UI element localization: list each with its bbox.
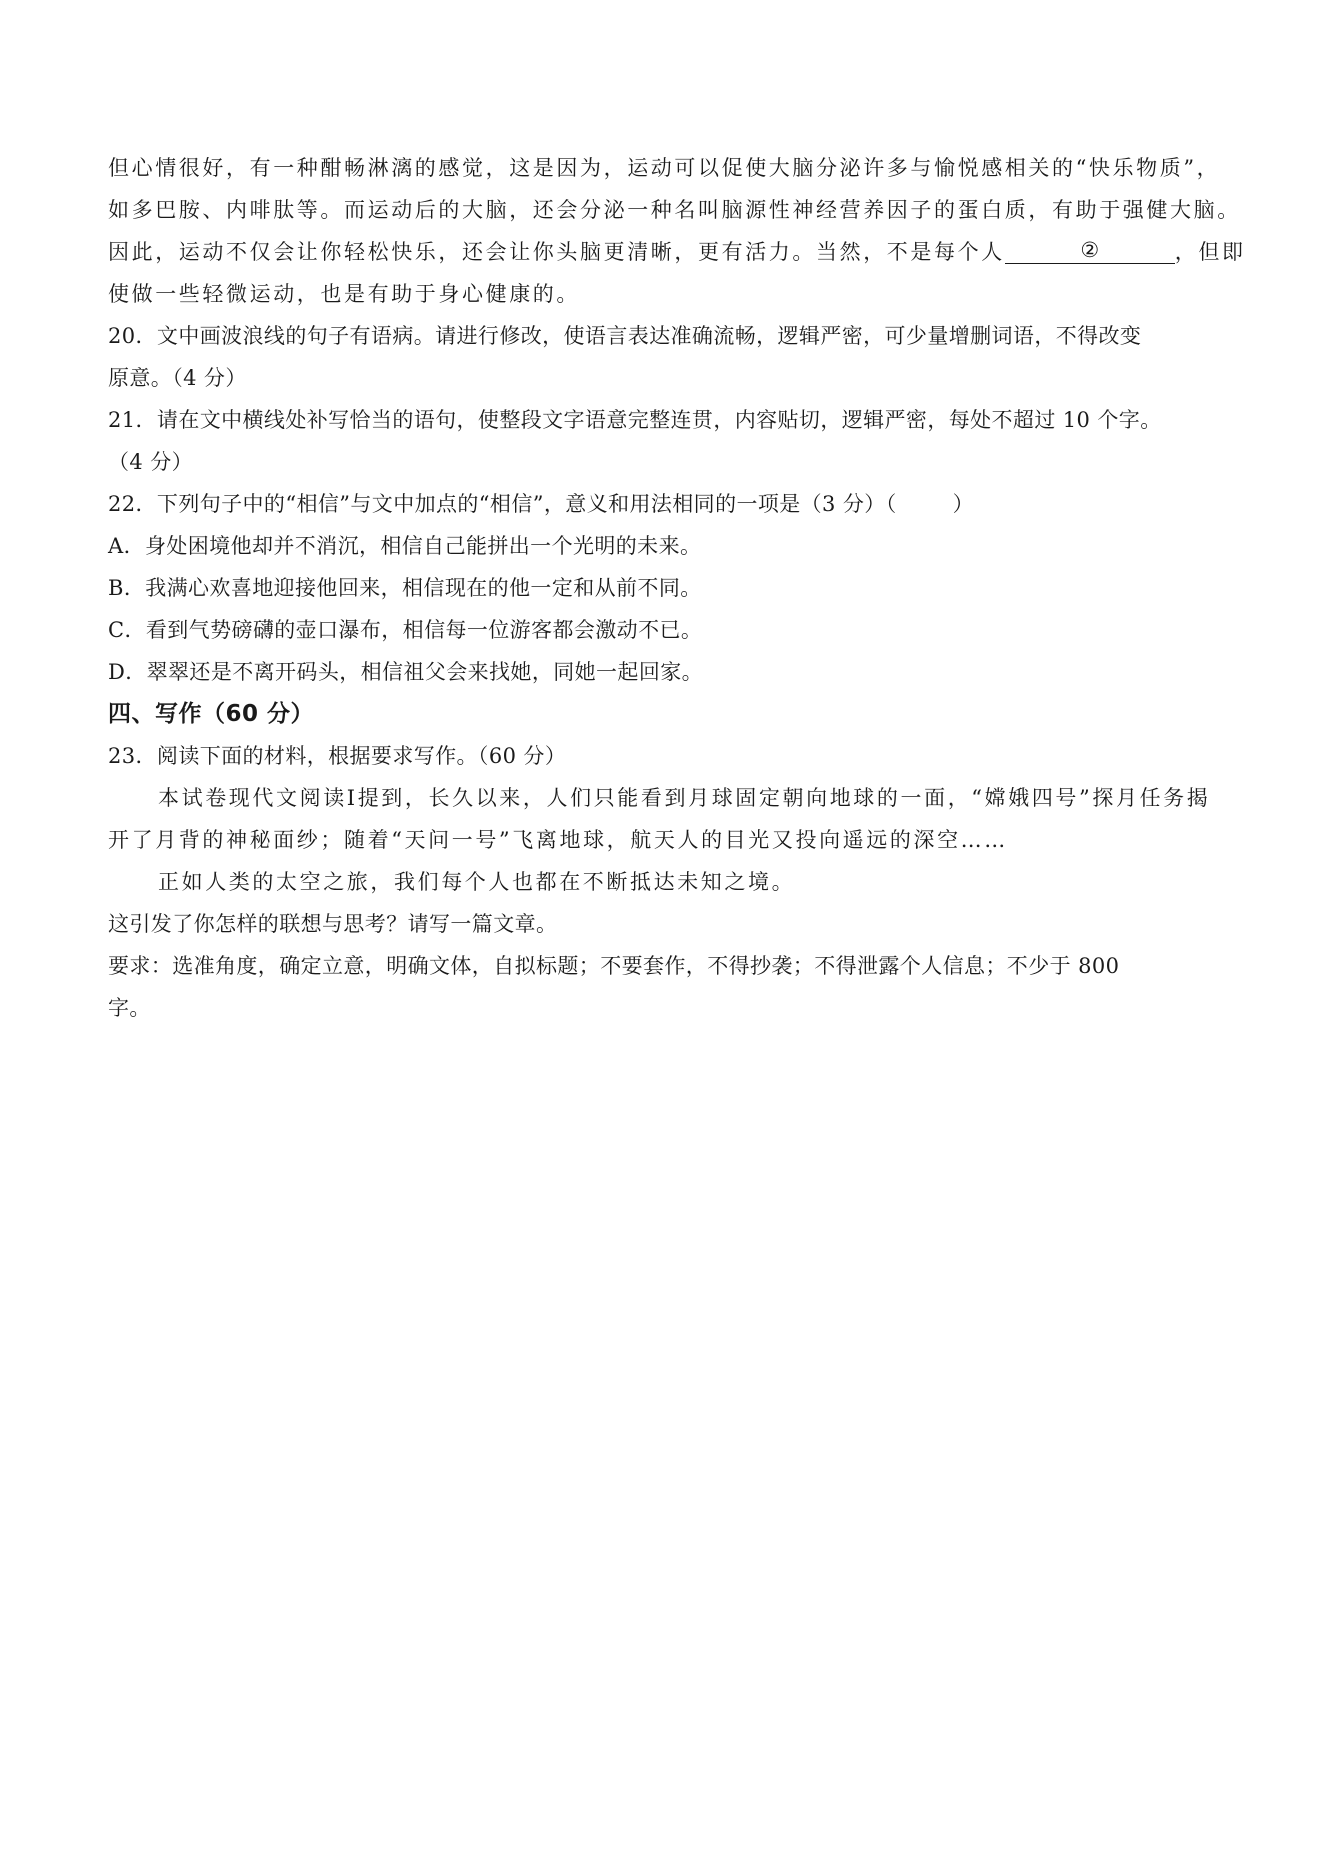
question-22-stem-close: ） xyxy=(952,492,975,516)
passage-line-3-before: 因此，运动不仅会让你轻松快乐，还会让你头脑更清晰，更有活力。当然，不是每个人 xyxy=(108,240,1005,264)
material-line-2: 开了月背的神秘面纱；随着“天问一号”飞离地球，航天人的目光又投向遥远的深空…… xyxy=(108,828,1008,852)
writing-prompt: 这引发了你怎样的联想与思考？请写一篇文章。 xyxy=(108,912,558,936)
requirement-line-2: 字。 xyxy=(108,996,151,1020)
option-a: A．身处困境他却并不消沉，相信自己能拼出一个光明的未来。 xyxy=(108,534,702,558)
question-22-stem-text: 22．下列句子中的“相信”与文中加点的“相信”，意义和用法相同的一项是（3 分）（ xyxy=(108,492,897,516)
section-heading-writing: 四、写作（60 分） xyxy=(108,701,315,727)
passage-line-3 xyxy=(108,232,1246,272)
question-20-line-1: 20．文中画波浪线的句子有语病。请进行修改，使语言表达准确流畅，逻辑严密，可少量增删词语，不得改变 xyxy=(108,324,1142,348)
passage-line-4: 使做一些轻微运动，也是有助于身心健康的。 xyxy=(108,282,580,306)
passage-line-2: 如多巴胺、内啡肽等。而运动后的大脑，还会分泌一种名叫脑源性神经营养因子的蛋白质，有助于强健大脑。 xyxy=(108,198,1241,222)
question-21-line-2: （4 分） xyxy=(108,450,194,474)
fill-blank-2[interactable] xyxy=(1005,237,1175,264)
question-22-stem xyxy=(108,484,974,524)
option-c: C．看到气势磅礴的壶口瀑布，相信每一位游客都会激动不已。 xyxy=(108,618,703,642)
passage-line-1: 但心情很好，有一种酣畅淋漓的感觉，这是因为，运动可以促使大脑分泌许多与愉悦感相关的“快乐物质”， xyxy=(108,156,1221,180)
requirement-line-1: 要求：选准角度，确定立意，明确文体，自拟标题；不要套作，不得抄袭；不得泄露个人信息；不少于 800 xyxy=(108,954,1120,978)
option-b: B．我满心欢喜地迎接他回来，相信现在的他一定和从前不同。 xyxy=(108,576,702,600)
blank-label: ② xyxy=(1080,238,1100,262)
passage-line-3-after: ，但即 xyxy=(1174,240,1246,264)
question-23: 23．阅读下面的材料，根据要求写作。（60 分） xyxy=(108,744,567,768)
question-20-line-2: 原意。（4 分） xyxy=(108,366,247,390)
material-line-1: 本试卷现代文阅读Ⅰ提到，长久以来，人们只能看到月球固定朝向地球的一面，“嫦娥四号”探月任务揭 xyxy=(158,786,1211,810)
question-21-line-1: 21．请在文中横线处补写恰当的语句，使整段文字语意完整连贯，内容贴切，逻辑严密，每处不超过 10 个字。 xyxy=(108,408,1162,432)
material-line-3: 正如人类的太空之旅，我们每个人也都在不断抵达未知之境。 xyxy=(158,870,796,894)
option-d: D．翠翠还是不离开码头，相信祖父会来找她，同她一起回家。 xyxy=(108,660,704,684)
